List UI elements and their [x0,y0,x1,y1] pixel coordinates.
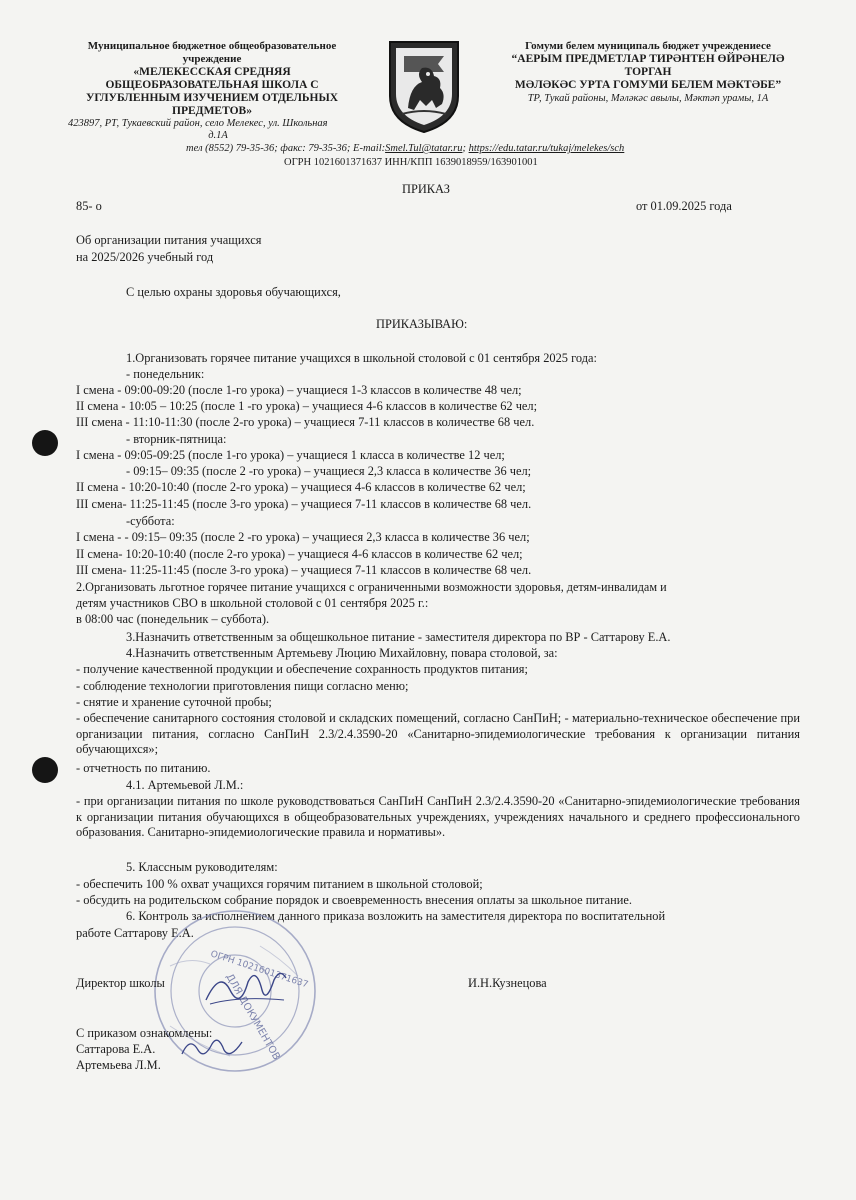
header-contacts [186,143,706,154]
header-address-house: д.1А [208,130,228,141]
doc-title: ПРИКАЗ [402,182,450,196]
order-line-5b: - обсудить на родительском собрание порядок и своевременность внесения оплаты за школьное питание. [76,893,632,907]
punch-hole-top [32,430,58,456]
header-ogrn: ОГРН 1021601371637 ИНН/КПП 1639018959/163901001 [284,157,538,168]
ack-title: С приказом ознакомлены: [76,1026,213,1040]
order-line: III смена - 11:10-11:30 (после 2-го урока) – учащиеся 7-11 классов в количестве 68 чел. [76,415,535,429]
header-right-line2: “АЕРЫМ ПРЕДМЕТЛАР ТИРӘНТЕН ӨЙРӘНЕЛӘ ТОРГАН [511,53,785,78]
doc-subject-line2: на 2025/2026 учебный год [76,250,214,264]
ack-person-2: Артемьева Л.М. [76,1058,161,1072]
order-line: I смена - 09:00-09:20 (после 1-го урока) – учащиеся 1-3 классов в количестве 48 чел; [76,383,522,397]
header-address: 423897, РТ, Тукаевский район, село Мелекес, ул. Школьная [68,118,328,129]
order-line: 2.Организовать льготное горячее питание учащихся с ограниченными возможности здоровья, детям-инвалидам и [76,580,667,594]
order-line: - снятие и хранение суточной пробы; [76,695,272,709]
doc-preamble: С целью охраны здоровья обучающихся, [126,285,341,299]
order-line-5: 5. Классным руководителям: [126,860,278,874]
order-line-41: 4.1. Артемьевой Л.М.: [126,778,244,792]
order-line: детям участников СВО в школьной столовой с 01 сентября 2025 г.: [76,596,429,610]
ack-person-1: Саттарова Е.А. [76,1042,156,1056]
header-right-line3: МӘЛӘКӘС УРТА ГОМУМИ БЕЛЕМ МӘКТӘБЕ” [514,79,782,91]
header-left-line5: УГЛУБЛЕННЫМ ИЗУЧЕНИЕМ ОТДЕЛЬНЫХ [85,92,339,104]
order-line: - вторник-пятница: [126,432,227,446]
website-link[interactable]: https://edu.tatar.ru/tukaj/melekes/sch [468,143,625,154]
order-line: 1.Организовать горячее питание учащихся в школьной столовой с 01 сентября 2025 года: [126,351,597,365]
signer-name: И.Н.Кузнецова [468,976,547,990]
header-left-line2: учреждение [182,53,242,65]
contacts-phone-fax: тел (8552) 79-35-36; факс: 79-35-36; E-mail: [186,143,386,154]
order-line: II смена - 10:05 – 10:25 (после 1 -го урока) – учащиеся 4-6 классов в количестве 62 чел; [76,399,538,413]
order-line: I смена - 09:05-09:25 (после 1-го урока) – учащиеся 1 класса в количестве 12 чел; [76,448,505,462]
header-right [488,40,808,105]
order-line: - соблюдение технологии приготовления пищи согласно меню; [76,679,409,693]
email-link[interactable]: Smel.Tul@tatar.ru [385,143,463,154]
order-line: I смена - - 09:15– 09:35 (после 2 -го урока) – учащиеся 2,3 класса в количестве 36 чел; [76,530,530,544]
order-line-report: - отчетность по питанию. [76,761,211,775]
header-left-line4: ОБЩЕОБРАЗОВАТЕЛЬНАЯ ШКОЛА С [105,79,319,91]
order-line: в 08:00 час (понедельник – суббота). [76,612,270,626]
header-right-address: ТР, Тукай районы, Мәләкәс авылы, Мәктәп урамы, 1А [527,93,769,104]
contacts-separator: ; [462,143,469,154]
header-right-line1: Гомуми белем муниципаль бюджет учреждениесе [525,40,771,52]
header-left-line3: «МЕЛЕКЕССКАЯ СРЕДНЯЯ [133,66,291,78]
order-line: 4.Назначить ответственным Артемьеву Люцию Михайловну, повара столовой, за: [126,646,558,660]
order-line-6b: работе Саттарову Е.А. [76,926,194,940]
order-line-5a: - обеспечить 100 % охват учащихся горячим питанием в школьной столовой; [76,877,483,891]
doc-order-word: ПРИКАЗЫВАЮ: [376,317,468,331]
punch-hole-bottom [32,757,58,783]
order-line: -суббота: [126,514,175,528]
doc-number: 85- о [76,199,102,213]
coat-of-arms-icon [386,38,462,134]
order-line: II смена - 10:20-10:40 (после 2-го урока) – учащиеся 4-6 классов в количестве 62 чел; [76,480,526,494]
order-line: 3.Назначить ответственным за общешкольное питание - заместителя директора по ВР - Саттарову Е.А. [126,630,671,644]
order-line: II смена- 10:20-10:40 (после 2-го урока) – учащиеся 4-6 классов в количестве 62 чел; [76,547,523,561]
doc-subject-line1: Об организации питания учащихся [76,233,262,247]
order-line: - понедельник: [126,367,205,381]
order-line: - получение качественной продукции и обеспечение сохранность продуктов питания; [76,662,528,676]
signer-title: Директор школы [76,976,165,990]
order-paragraph-sanitary: - обеспечение санитарного состояния столовой и складских помещений, согласно СанПиН; - материально-техническое обеспечение при организации питания, согласно СанПиН 2.3/2.4.3590-20 «Санитарно-эпидемиологические требования к организации питания обучающихся»; [76,711,800,756]
stamp-docs: ДЛЯ ДОКУМЕНТОВ [223,972,282,1063]
order-line: III смена- 11:25-11:45 (после 3-го урока) – учащиеся 7-11 классов в количестве 68 чел. [76,497,532,511]
header-left-line1: Муниципальное бюджетное общеобразовательное [87,40,337,52]
stamp-ogrn: ОГРН 1021601371637 [209,949,310,991]
order-line-6a: 6. Контроль за исполнением данного приказа возложить на заместителя директора по воспитательной [126,909,666,923]
order-line: - 09:15– 09:35 (после 2 -го урока) – учащиеся 2,3 класса в количестве 36 чел; [126,464,532,478]
header-left-line6: ПРЕДМЕТОВ» [172,105,252,117]
order-line: III смена- 11:25-11:45 (после 3-го урока) – учащиеся 7-11 классов в количестве 68 чел. [76,563,532,577]
director-signature [200,960,290,1010]
doc-date: от 01.09.2025 года [636,199,732,213]
header-left [62,40,362,118]
order-paragraph-41: - при организации питания по школе руководствоваться СанПиН СанПиН 2.3/2.4.3590-20 «Санитарно-эпидемиологические требования к организации питания обучающихся в общеобразовательных учреждениях, учреждениях начального и среднего профессионального образования. Санитарно-эпидемиологические правила и нормативы». [76,794,800,839]
